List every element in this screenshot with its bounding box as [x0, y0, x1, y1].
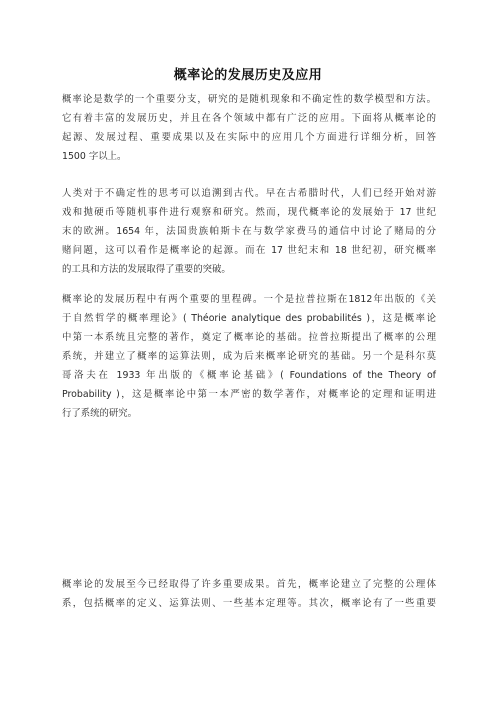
- paragraph-line: 概率论的发展至今已经取得了许多重要成果。首先，概率论建立了完整的公理体: [62, 579, 436, 590]
- paragraph-line: 戏和抛硬币等随机事件进行观察和研究。然而，现代概率论的发展始于 17 世纪: [62, 207, 436, 218]
- paragraph-line: 的工具和方法的发展取得了重要的突破。: [62, 264, 231, 275]
- paragraph-line: 系统，并建立了概率的运算法则，成为后来概率论研究的基础。另一个是科尔莫: [62, 351, 436, 362]
- paragraph-intro: [62, 90, 436, 166]
- paragraph-line: 人类对于不确定性的思考可以追溯到古代。早在古希腊时代，人们已经开始对游: [62, 188, 436, 199]
- paragraph-line: 它有着丰富的发展历史，并且在各个领域中都有广泛的应用。下面将从概率论的: [62, 113, 436, 124]
- paragraph-line: 系，包括概率的定义、运算法则、一些基本定理等。其次，概率论有了一些重要: [62, 598, 436, 609]
- paragraph-line: 行了系统的研究。: [62, 408, 138, 419]
- document-title: 概率论的发展历史及应用: [173, 68, 323, 83]
- paragraph-line: 末的欧洲。1654 年，法国贵族帕斯卡在与数学家费马的通信中讨论了赌局的分: [62, 226, 436, 237]
- paragraph-origins: [62, 184, 436, 279]
- paragraph-line: 概率论的发展历程中有两个重要的里程碑。一个是拉普拉斯在1812年出版的《关: [62, 294, 436, 305]
- paragraph-achievements: [62, 575, 436, 613]
- paragraph-milestones: [62, 290, 436, 423]
- paragraph-line: 1500 字以上。: [62, 151, 127, 162]
- paragraph-line: 哥洛夫在 1933 年出版的《概率论基础》( Foundations of the Theory of: [62, 370, 436, 381]
- paragraph-line: 起源、发展过程、重要成果以及在实际中的应用几个方面进行详细分析，回答: [62, 132, 436, 143]
- paragraph-line: 赌问题，这可以看作是概率论的起源。而在 17 世纪末和 18 世纪初，研究概率: [62, 245, 436, 256]
- paragraph-line: Probability )，这是概率论中第一本严密的数学著作，对概率论的定理和证明进: [62, 389, 436, 400]
- paragraph-line: 于自然哲学的概率理论》( Théorie analytique des probabilités )，这是概率论: [62, 313, 436, 324]
- paragraph-line: 中第一本系统且完整的著作，奠定了概率论的基础。拉普拉斯提出了概率的公理: [62, 332, 436, 343]
- paragraph-line: 概率论是数学的一个重要分支，研究的是随机现象和不确定性的数学模型和方法。: [62, 94, 436, 105]
